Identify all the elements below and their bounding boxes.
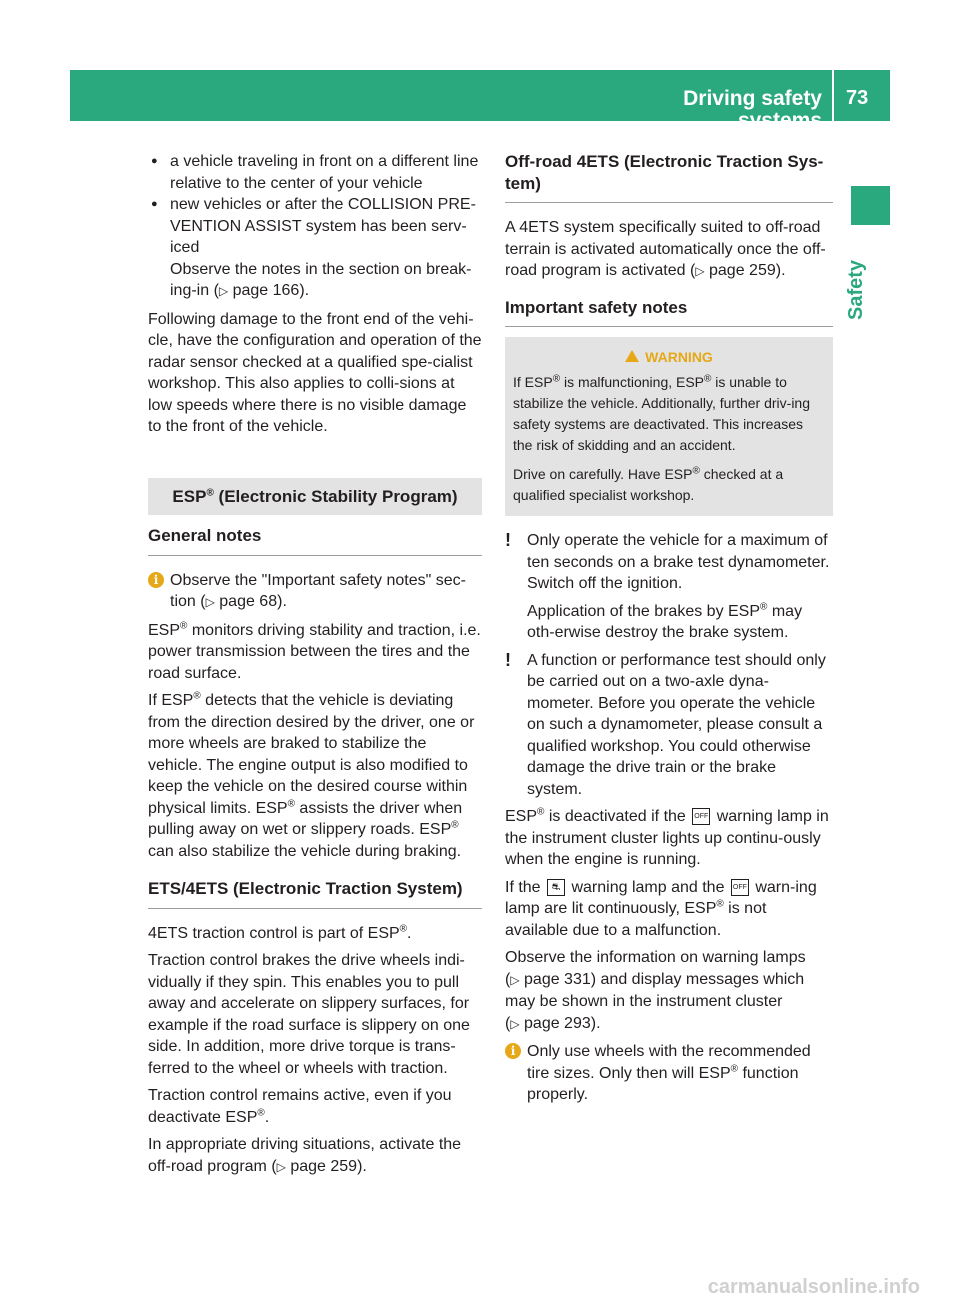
para-remains: Traction control remains active, even if you deactivate ESP®. bbox=[148, 1087, 452, 1126]
list-item bbox=[148, 151, 482, 194]
info-note: i Only use wheels with the recommended tire sizes. Only then will ESP® function properly. bbox=[505, 1041, 833, 1106]
header-title: Driving safety systems bbox=[683, 87, 822, 132]
divider bbox=[505, 202, 833, 203]
page-ref-arrow-icon: ▷ bbox=[510, 1016, 520, 1031]
para-observe: Observe the information on warning lamps (▷ page 331) and display messages which may be shown in the instrument cluster (▷ page 293). bbox=[505, 949, 806, 1032]
para-damage: Following damage to the front end of the vehi-cle, have the configuration and operation of the radar sensor checked at a qualified spe-cialist workshop. This also applies to colli-sions at low speeds where there is no visible damage to the front of the vehicle. bbox=[148, 310, 482, 435]
page-number: 73 bbox=[846, 87, 869, 109]
divider bbox=[148, 908, 482, 909]
page-ref-arrow-icon: ▷ bbox=[695, 264, 705, 278]
esp-off-lamp-icon: OFF bbox=[731, 879, 749, 896]
warning-text: Drive on carefully. Have ESP® checked at a qualified specialist workshop. bbox=[513, 465, 784, 503]
page-ref-arrow-icon: ▷ bbox=[276, 1159, 286, 1174]
warning-header: WARNING bbox=[513, 347, 825, 368]
para-lamps: If the ⛐ warning lamp and the OFF warn-ing lamp are lit continuously, ESP® is not available due to a malfunction. bbox=[505, 878, 817, 939]
para-traction: Traction control brakes the drive wheels indi-vidually if they spin. This enables you to pull away and accelerate on slippery surfaces, for example if the road surface is slippery on one side. In addition, more drive torque is trans-ferred to the wheel or wheels with traction. bbox=[148, 952, 470, 1077]
exclamation-icon: ! bbox=[505, 649, 511, 670]
side-label: Safety bbox=[845, 259, 867, 320]
safety-title: Important safety notes bbox=[505, 297, 688, 317]
caution-note: ! A function or performance test should only be carried out on a two-axle dyna-mometer. Before you operate the vehicle on such a dynamometer, please consult a qualified workshop. You could otherwise damage the drive train or the brake system. bbox=[505, 649, 826, 798]
warning-triangle-icon bbox=[625, 350, 639, 362]
para-4ets: 4ETS traction control is part of ESP®. bbox=[148, 923, 412, 942]
para-offroad-4ets: A 4ETS system specifically suited to off-road terrain is activated automatically once the off-road program is activated (▷ page 259). bbox=[505, 219, 826, 279]
bullet-marker: ● bbox=[151, 198, 158, 210]
divider bbox=[148, 555, 482, 556]
page-ref-arrow-icon: ▷ bbox=[510, 972, 520, 987]
ets-title: ETS/4ETS (Electronic Traction System) bbox=[148, 879, 463, 898]
right-column bbox=[505, 151, 833, 1112]
page-ref-arrow-icon: ▷ bbox=[218, 284, 229, 298]
bullet-note: Observe the notes in the section on break-ing-in (▷ page 166). bbox=[170, 260, 472, 299]
page-ref-link[interactable]: page 259 bbox=[290, 1157, 358, 1175]
general-notes-title: General notes bbox=[148, 526, 262, 545]
para-deactivated: ESP® is deactivated if the OFF warning lamp in the instrument cluster lights up continu-ously when the engine is running. bbox=[505, 806, 829, 868]
para-detect: If ESP® detects that the vehicle is deviating from the direction desired by the driver, one or more wheels are braked to stabilize the vehicle. The engine output is also modified to keep the vehicle on the desired course within physical limits. ESP® assists the driver when pulling away on wet or slippery roads. ESP® can also stabilize the vehicle during braking. bbox=[148, 690, 475, 860]
page-ref-link[interactable]: page 166 bbox=[232, 282, 300, 299]
page-ref-link[interactable]: page 331 bbox=[524, 970, 591, 988]
footer-watermark: carmanualsonline.info bbox=[707, 1276, 920, 1298]
page-ref-link[interactable]: page 259 bbox=[709, 262, 776, 279]
left-column bbox=[148, 151, 482, 1184]
bullet-text: a vehicle traveling in front on a different line relative to the center of your vehicle bbox=[170, 153, 479, 192]
warning-text: If ESP® is malfunctioning, ESP® is unable to stabilize the vehicle. Additionally, further driv-ing safety systems are deactivated. This increases the risk of skidding and an accident. bbox=[513, 373, 811, 453]
esp-off-lamp-icon: OFF bbox=[692, 808, 710, 825]
offroad-title: Off-road 4ETS (Electronic Traction Sys-tem) bbox=[505, 152, 824, 193]
list-item bbox=[148, 194, 482, 259]
bullet-text: new vehicles or after the COLLISION PRE-VENTION ASSIST system has been serv-iced bbox=[170, 196, 476, 256]
warning-box bbox=[505, 337, 833, 516]
header-divider bbox=[832, 70, 834, 121]
info-icon: i bbox=[148, 572, 164, 588]
info-note: i Observe the "Important safety notes" sec-tion (▷ page 68). bbox=[148, 570, 482, 614]
para-offroad: In appropriate driving situations, activate the off-road program (▷ page 259). bbox=[148, 1136, 462, 1175]
esp-warning-lamp-icon: ⛐ bbox=[547, 879, 565, 896]
info-icon: i bbox=[505, 1043, 521, 1059]
exclamation-icon: ! bbox=[505, 530, 511, 550]
divider bbox=[505, 326, 833, 327]
page-ref-arrow-icon: ▷ bbox=[205, 595, 215, 609]
esp-section-title: ESP® (Electronic Stability Program) bbox=[148, 478, 482, 516]
caution-note: ! Only operate the vehicle for a maximum of ten seconds on a brake test dynamometer. Switch off the ignition. Application of the brakes by ESP® may oth-erwise destroy the brake system. bbox=[505, 530, 830, 641]
para-monitor: ESP® monitors driving stability and traction, i.e. power transmission between the tires and the road surface. bbox=[148, 620, 481, 682]
page-ref-link[interactable]: page 293 bbox=[524, 1014, 591, 1032]
page-ref-link[interactable]: page 68 bbox=[219, 593, 278, 610]
side-tab bbox=[851, 186, 890, 225]
bullet-marker: ● bbox=[151, 155, 158, 167]
